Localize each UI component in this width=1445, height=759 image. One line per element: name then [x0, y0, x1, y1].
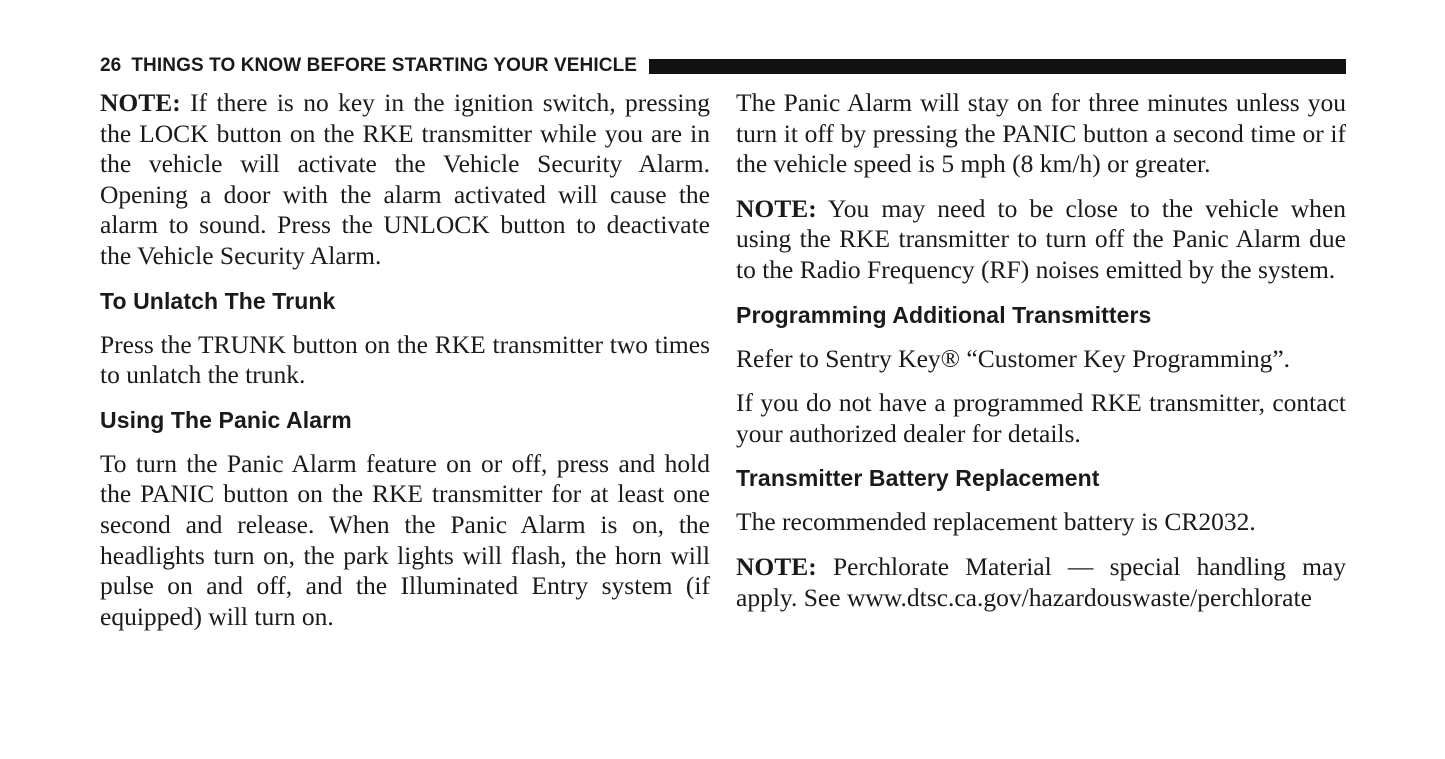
right-column	[736, 88, 1346, 627]
heading-panic-alarm: Using The Panic Alarm	[100, 406, 352, 433]
heading-battery-replacement: Transmitter Battery Replacement	[736, 465, 1100, 492]
note-label: NOTE:	[100, 88, 181, 117]
note-text: You may need to be close to the vehicle when using the RKE transmitter to turn off the Panic Alarm due to the Radio Frequency (RF) noises emitted by the system.	[736, 193, 1346, 284]
heading-programming-transmitters: Programming Additional Transmitters	[736, 301, 1152, 328]
note-ignition	[100, 88, 710, 272]
page-header	[100, 55, 1346, 77]
paragraph-battery: The recommended replacement battery is CR2032.	[736, 507, 1256, 537]
header-rule	[649, 59, 1346, 74]
paragraph-unlatch-trunk: Press the TRUNK button on the RKE transmitter two times to unlatch the trunk.	[100, 329, 710, 390]
paragraph-panic-alarm: To turn the Panic Alarm feature on or off, press and hold the PANIC button on the RKE transmitter for at least one second and release. When the Panic Alarm is on, the headlights turn on, the park lights will flash, the horn will pulse on and off, and the Illuminated Entry system (if equipped) will turn on.	[100, 448, 710, 631]
left-column	[100, 88, 710, 646]
note-perchlorate	[736, 552, 1346, 613]
note-label: NOTE:	[736, 551, 817, 581]
running-header	[100, 55, 637, 77]
note-text: If there is no key in the ignition switch, pressing the LOCK button on the RKE transmitter while you are in the vehicle will activate the Vehicle Security Alarm. Opening a door with the alarm activated will cause the alarm to sound. Press the UNLOCK button to deactivate the Vehicle Security Alarm.	[100, 88, 711, 270]
paragraph-sentry-key: Refer to Sentry Key® “Customer Key Programming”.	[736, 343, 1291, 373]
note-text: Perchlorate Material — special handling may apply. See www.dtsc.ca.gov/hazardouswaste/perchlorate	[736, 551, 1346, 612]
page-number: 26	[100, 55, 122, 76]
header-title: THINGS TO KNOW BEFORE STARTING YOUR VEHICLE	[131, 55, 638, 76]
heading-unlatch-trunk: To Unlatch The Trunk	[100, 287, 336, 314]
paragraph-dealer: If you do not have a programmed RKE transmitter, contact your authorized dealer for details.	[736, 388, 1346, 448]
note-label: NOTE:	[736, 193, 817, 223]
paragraph-panic-duration: The Panic Alarm will stay on for three minutes unless you turn it off by pressing the PANIC button a second time or if the vehicle speed is 5 mph (8 km/h) or greater.	[736, 88, 1346, 179]
note-rf-noise	[736, 194, 1346, 286]
